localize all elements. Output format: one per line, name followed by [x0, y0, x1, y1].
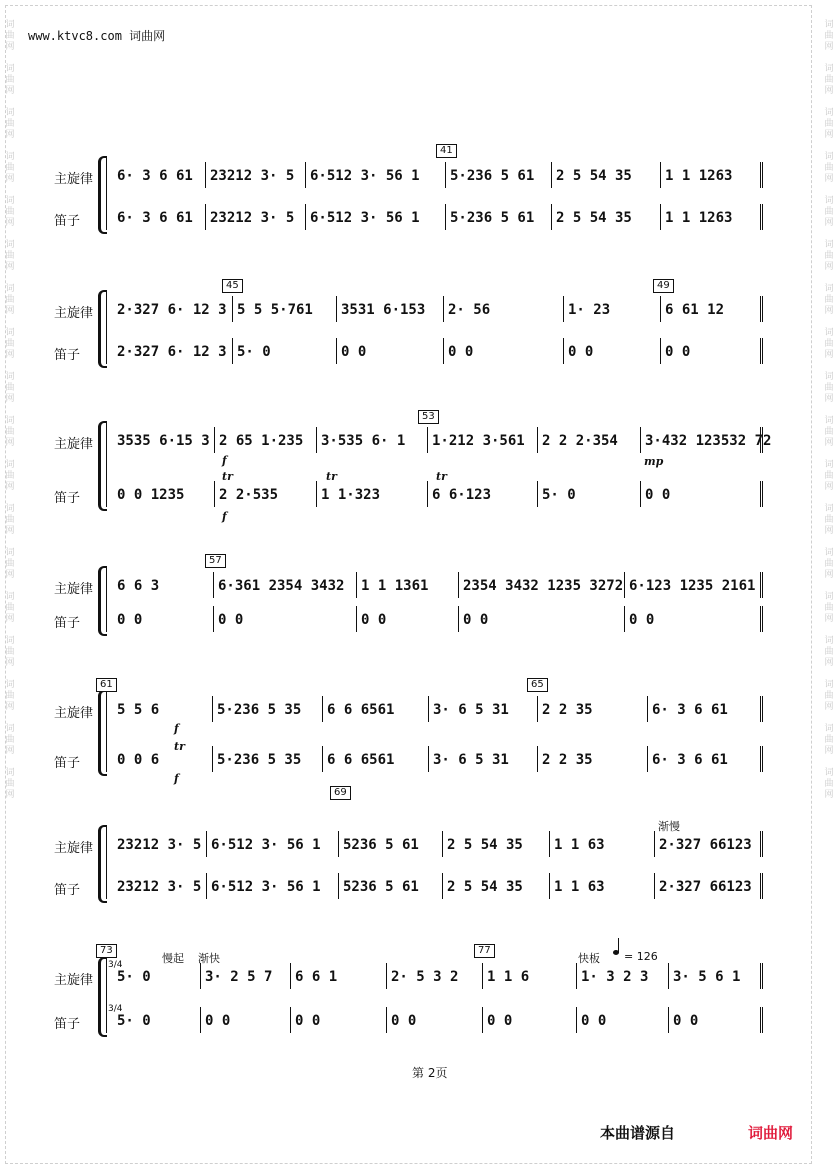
barline — [654, 873, 655, 899]
barline — [762, 204, 763, 230]
part-label-flute: 笛子 — [54, 883, 81, 898]
melody-measure: 3531 6·153 — [341, 302, 426, 318]
barline — [537, 481, 538, 507]
melody-measure: 2354 3432 1235 3272 — [463, 578, 624, 594]
part-label-melody: 主旋律 — [54, 706, 94, 721]
barline — [762, 606, 763, 632]
rehearsal-number: 69 — [330, 786, 351, 800]
barline — [762, 572, 763, 598]
barline — [428, 746, 429, 772]
barline — [640, 427, 641, 453]
barline — [668, 963, 669, 989]
barline — [322, 746, 323, 772]
dynamic-forte: f — [174, 722, 179, 735]
tempo-value: = 126 — [624, 950, 658, 963]
flute-measure: 2·327 6· 12 3 — [117, 344, 227, 360]
barline — [762, 162, 763, 188]
barline — [762, 963, 763, 989]
barline — [458, 606, 459, 632]
barline — [760, 338, 761, 364]
barline — [551, 204, 552, 230]
flute-measure: 0 0 1235 — [117, 487, 185, 503]
barline — [576, 963, 577, 989]
barline — [660, 296, 661, 322]
barline — [336, 338, 337, 364]
rehearsal-number: 57 — [205, 554, 226, 568]
flute-measure: 2·327 66123 — [659, 879, 752, 895]
flute-measure: 2 2·535 — [219, 487, 279, 503]
barline — [458, 572, 459, 598]
barline — [290, 963, 291, 989]
dynamic-mezzo-piano: mp — [644, 455, 664, 468]
watermark-right: 词 曲 网 词 曲 网 词 曲 网 词 曲 网 词 曲 网 词 曲 网 词 曲 网 词 曲 网 词 曲 网 词 曲 网 词 曲 网 词 曲 网 词 曲 网 词 曲 网 词 曲 网 词 曲 网 词 曲 网 词 曲 网 — [824, 20, 834, 800]
barline — [640, 481, 641, 507]
melody-measure: 5236 5 61 — [343, 837, 419, 853]
melody-measure: 2·327 6· 12 3 — [117, 302, 227, 318]
tempo-text: 快板 — [578, 952, 600, 965]
melody-measure: 6 61 12 — [665, 302, 725, 318]
system-brace-line — [106, 156, 107, 230]
barline — [762, 831, 763, 857]
barline — [205, 204, 206, 230]
barline — [760, 204, 761, 230]
barline — [428, 696, 429, 722]
melody-measure: 1 1 6 — [487, 969, 530, 985]
melody-measure: 3·432 123532 72 — [645, 433, 772, 449]
barline — [212, 696, 213, 722]
barline — [356, 572, 357, 598]
flute-measure: 6·512 3· 56 1 — [211, 879, 321, 895]
flute-measure: 23212 3· 5 — [117, 879, 202, 895]
barline — [305, 162, 306, 188]
barline — [576, 1007, 577, 1033]
flute-measure: 0 0 — [629, 612, 655, 628]
barline — [624, 606, 625, 632]
brand-link[interactable]: 词曲网 — [748, 1124, 794, 1142]
melody-measure: 3· 6 5 31 — [433, 702, 509, 718]
flute-measure: 1 1·323 — [321, 487, 381, 503]
barline — [668, 1007, 669, 1033]
barline — [660, 162, 661, 188]
barline — [290, 1007, 291, 1033]
barline — [200, 963, 201, 989]
melody-measure: 5· 0 — [117, 969, 151, 985]
flute-measure: 0 0 — [665, 344, 691, 360]
barline — [762, 338, 763, 364]
trill-mark: tr — [436, 470, 447, 483]
barline — [537, 696, 538, 722]
flute-measure: 5·236 5 61 — [450, 210, 535, 226]
melody-measure: 23212 3· 5 — [210, 168, 295, 184]
melody-measure: 3· 5 6 1 — [673, 969, 741, 985]
melody-measure: 6· 3 6 61 — [117, 168, 193, 184]
rehearsal-number: 77 — [474, 944, 495, 958]
part-label-flute: 笛子 — [54, 214, 81, 229]
barline — [760, 1007, 761, 1033]
barline — [305, 204, 306, 230]
melody-measure: 1 1 1263 — [665, 168, 733, 184]
barline — [760, 831, 761, 857]
barline — [427, 481, 428, 507]
barline — [338, 831, 339, 857]
rehearsal-number: 41 — [436, 144, 457, 158]
system-brace-line — [106, 825, 107, 899]
page-number: 第 2页 — [412, 1066, 448, 1080]
barline — [214, 427, 215, 453]
barline — [232, 338, 233, 364]
part-label-melody: 主旋律 — [54, 973, 94, 988]
barline — [760, 572, 761, 598]
flute-measure: 0 0 — [391, 1013, 417, 1029]
melody-measure: 2 65 1·235 — [219, 433, 304, 449]
part-label-flute: 笛子 — [54, 348, 81, 363]
barline — [760, 963, 761, 989]
flute-measure: 5·236 5 35 — [217, 752, 302, 768]
barline — [206, 873, 207, 899]
barline — [212, 746, 213, 772]
barline — [762, 873, 763, 899]
part-label-melody: 主旋律 — [54, 841, 94, 856]
site-url[interactable]: www.ktvc8.com 词曲网 — [28, 29, 166, 43]
barline — [386, 963, 387, 989]
barline — [760, 873, 761, 899]
barline — [443, 338, 444, 364]
barline — [647, 746, 648, 772]
flute-measure: 0 0 — [361, 612, 387, 628]
trill-mark: tr — [326, 470, 337, 483]
melody-measure: 2 2 2·354 — [542, 433, 618, 449]
melody-measure: 3· 2 5 7 — [205, 969, 273, 985]
melody-measure: 6·123 1235 2161 — [629, 578, 756, 594]
barline — [386, 1007, 387, 1033]
barline — [338, 873, 339, 899]
melody-measure: 1·212 3·561 — [432, 433, 525, 449]
flute-measure: 5· 0 — [117, 1013, 151, 1029]
system-brace-line — [106, 566, 107, 632]
melody-measure: 6·361 2354 3432 — [218, 578, 345, 594]
flute-measure: 3· 6 5 31 — [433, 752, 509, 768]
dynamic-forte: f — [222, 510, 227, 523]
rehearsal-number: 61 — [96, 678, 117, 692]
tempo-text: 渐快 — [198, 952, 220, 965]
barline — [563, 338, 564, 364]
flute-measure: 0 0 6 — [117, 752, 160, 768]
barline — [322, 696, 323, 722]
system-brace-line — [106, 957, 107, 1033]
flute-measure: 0 0 — [568, 344, 594, 360]
barline — [445, 162, 446, 188]
flute-measure: 6 6 6561 — [327, 752, 395, 768]
barline — [482, 963, 483, 989]
flute-measure: 5· 0 — [237, 344, 271, 360]
barline — [563, 296, 564, 322]
barline — [316, 427, 317, 453]
melody-measure: 6· 3 6 61 — [652, 702, 728, 718]
barline — [760, 481, 761, 507]
barline — [214, 481, 215, 507]
melody-measure: 1 1 63 — [554, 837, 605, 853]
flute-measure: 23212 3· 5 — [210, 210, 295, 226]
system-brace-line — [106, 421, 107, 507]
flute-measure: 6·512 3· 56 1 — [310, 210, 420, 226]
barline — [213, 572, 214, 598]
trill-mark: tr — [174, 740, 185, 753]
barline — [624, 572, 625, 598]
part-label-flute: 笛子 — [54, 756, 81, 771]
barline — [427, 427, 428, 453]
barline — [762, 696, 763, 722]
melody-measure: 3·535 6· 1 — [321, 433, 406, 449]
barline — [660, 338, 661, 364]
part-label-melody: 主旋律 — [54, 172, 94, 187]
system-brace-line — [106, 690, 107, 772]
barline — [232, 296, 233, 322]
flute-measure: 5236 5 61 — [343, 879, 419, 895]
barline — [206, 831, 207, 857]
flute-measure: 6 6·123 — [432, 487, 492, 503]
source-label: 本曲谱源自 — [600, 1124, 676, 1142]
tempo-text: 渐慢 — [658, 820, 680, 833]
melody-measure: 6 6 3 — [117, 578, 160, 594]
flute-measure: 1 1 1263 — [665, 210, 733, 226]
barline — [762, 1007, 763, 1033]
barline — [213, 606, 214, 632]
melody-measure: 1· 23 — [568, 302, 611, 318]
part-label-flute: 笛子 — [54, 616, 81, 631]
flute-measure: 0 0 — [205, 1013, 231, 1029]
part-label-melody: 主旋律 — [54, 582, 94, 597]
melody-measure: 1 1 1361 — [361, 578, 429, 594]
flute-measure: 0 0 — [341, 344, 367, 360]
flute-measure: 1 1 63 — [554, 879, 605, 895]
barline — [654, 831, 655, 857]
barline — [551, 162, 552, 188]
barline — [537, 746, 538, 772]
barline — [316, 481, 317, 507]
barline — [549, 831, 550, 857]
part-label-melody: 主旋律 — [54, 437, 94, 452]
barline — [760, 746, 761, 772]
watermark-left: 词 曲 网 词 曲 网 词 曲 网 词 曲 网 词 曲 网 词 曲 网 词 曲 网 词 曲 网 词 曲 网 词 曲 网 词 曲 网 词 曲 网 词 曲 网 词 曲 网 词 曲 网 词 曲 网 词 曲 网 词 曲 网 — [5, 20, 15, 800]
time-signature: 3/4 — [108, 1004, 123, 1014]
flute-measure: 2 5 54 35 — [556, 210, 632, 226]
barline — [647, 696, 648, 722]
melody-measure: 6·512 3· 56 1 — [211, 837, 321, 853]
flute-measure: 0 0 — [117, 612, 143, 628]
rehearsal-number: 53 — [418, 410, 439, 424]
barline — [205, 162, 206, 188]
flute-measure: 0 0 — [581, 1013, 607, 1029]
barline — [549, 873, 550, 899]
flute-measure: 0 0 — [487, 1013, 513, 1029]
melody-measure: 2 5 54 35 — [447, 837, 523, 853]
rehearsal-number: 45 — [222, 279, 243, 293]
barline — [445, 204, 446, 230]
barline — [760, 296, 761, 322]
barline — [660, 204, 661, 230]
melody-measure: 2 5 54 35 — [556, 168, 632, 184]
barline — [442, 873, 443, 899]
flute-measure: 6· 3 6 61 — [117, 210, 193, 226]
barline — [336, 296, 337, 322]
system-brace-line — [106, 290, 107, 364]
flute-measure: 0 0 — [463, 612, 489, 628]
rehearsal-number: 65 — [527, 678, 548, 692]
melody-measure: 5·236 5 61 — [450, 168, 535, 184]
barline — [537, 427, 538, 453]
barline — [760, 162, 761, 188]
melody-measure: 1· 3 2 3 — [581, 969, 649, 985]
melody-measure: 5 5 6 — [117, 702, 160, 718]
melody-measure: 6·512 3· 56 1 — [310, 168, 420, 184]
barline — [443, 296, 444, 322]
flute-measure: 0 0 — [295, 1013, 321, 1029]
melody-measure: 23212 3· 5 — [117, 837, 202, 853]
part-label-flute: 笛子 — [54, 491, 81, 506]
barline — [482, 1007, 483, 1033]
flute-measure: 0 0 — [673, 1013, 699, 1029]
barline — [442, 831, 443, 857]
melody-measure: 5 5 5·761 — [237, 302, 313, 318]
flute-measure: 0 0 — [448, 344, 474, 360]
dynamic-forte: f — [174, 772, 179, 785]
flute-measure: 5· 0 — [542, 487, 576, 503]
barline — [760, 606, 761, 632]
flute-measure: 2 2 35 — [542, 752, 593, 768]
trill-mark: tr — [222, 470, 233, 483]
melody-measure: 2· 5 3 2 — [391, 969, 459, 985]
barline — [356, 606, 357, 632]
melody-measure: 5·236 5 35 — [217, 702, 302, 718]
tempo-text: 慢起 — [162, 952, 184, 965]
flute-measure: 2 5 54 35 — [447, 879, 523, 895]
dynamic-forte: f — [222, 454, 227, 467]
quarter-note-stem — [618, 938, 619, 953]
part-label-melody: 主旋律 — [54, 306, 94, 321]
barline — [762, 481, 763, 507]
melody-measure: 2·327 66123 — [659, 837, 752, 853]
melody-measure: 2 2 35 — [542, 702, 593, 718]
barline — [760, 696, 761, 722]
barline — [762, 296, 763, 322]
barline — [762, 746, 763, 772]
melody-measure: 6 6 6561 — [327, 702, 395, 718]
flute-measure: 0 0 — [645, 487, 671, 503]
flute-measure: 6· 3 6 61 — [652, 752, 728, 768]
flute-measure: 0 0 — [218, 612, 244, 628]
barline — [200, 1007, 201, 1033]
time-signature: 3/4 — [108, 960, 123, 970]
part-label-flute: 笛子 — [54, 1017, 81, 1032]
melody-measure: 6 6 1 — [295, 969, 338, 985]
melody-measure: 3535 6·15 3 — [117, 433, 210, 449]
melody-measure: 2· 56 — [448, 302, 491, 318]
rehearsal-number: 73 — [96, 944, 117, 958]
rehearsal-number: 49 — [653, 279, 674, 293]
